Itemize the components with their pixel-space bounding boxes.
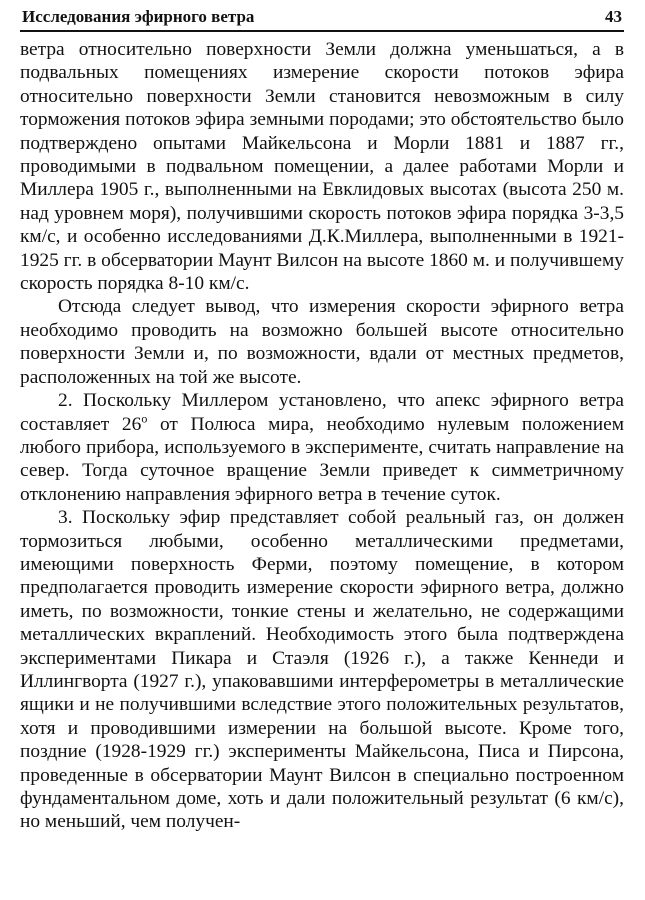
page-body bbox=[20, 38, 624, 834]
point-2-text-start: 2. Поскольку Миллером установлено, что апекс эфирного ветра составляет 26 bbox=[20, 390, 624, 435]
paragraph-continuation: ветра относительно поверхности Земли должна уменьшаться, а в подвальных помещениях измерение скорости потоков эфира относительно поверхности Земли становится невозможным в силу торможения потоков эфира земными породами; это обстоятельство было подтверждено опытами Майкельсона и Морли 1881 и 1887 гг., проводимыми в подвальном помещении, а далее работами Морли и Миллера 1905 г., выполненными на Евклидовых высотах (высота 250 м. над уровнем моря), получившими скорость потоков эфира порядка 3-3,5 км/с, и особенно исследованиями Д.К.Миллера, выполненными в 1921-1925 гг. в обсерватории Маунт Вилсон на высоте 1860 м. и получившему скорость порядка 8-10 км/с. bbox=[20, 39, 624, 295]
running-head-title: Исследования эфирного ветра bbox=[22, 7, 255, 26]
running-head bbox=[20, 6, 624, 32]
book-page bbox=[20, 6, 624, 834]
paragraph-point-3: 3. Поскольку эфир представляет собой реальный газ, он должен тормозиться любыми, особенно металлическими предметами, имеющими поверхность Ферми, поэтому помещение, в котором предполагается проводить измерение скорости эфирного ветра, должно иметь, по возможности, тонкие стены и желательно, не содержащими металлических вкраплений. Необходимость этого была подтверждена экспериментами Пикара и Стаэля (1926 г.), а также Кеннеди и Иллингворта (1927 г.), упаковавшими интерферометры в металлические ящики и не получившими вследствие этого положительных результатов, хотя и проводившими измерении на большой высоте. Кроме того, поздние (1928-1929 гг.) эксперименты Майкельсона, Писа и Пирсона, проведенные в обсерватории Маунт Вилсон в специально построенном фундаментальном доме, хоть и дали положительный результат (6 км/с), но меньший, чем получен- bbox=[20, 507, 624, 833]
paragraph-point-2 bbox=[20, 389, 624, 506]
paragraph-conclusion: Отсюда следует вывод, что измерения скорости эфирного ветра необходимо проводить на возможно большей высоте относительно поверхности Земли и, по возможности, вдали от местных предметов, расположенных на той же высоте. bbox=[20, 296, 624, 388]
page-number: 43 bbox=[605, 7, 622, 26]
point-2-text-end: от Полюса мира, необходимо нулевым положением любого прибора, используемого в эксперименте, считать направление на север. Тогда суточное вращение Земли приведет к симметричному отклонению направления эфирного ветра в течение суток. bbox=[20, 413, 624, 505]
degree-mark: о bbox=[141, 411, 148, 426]
